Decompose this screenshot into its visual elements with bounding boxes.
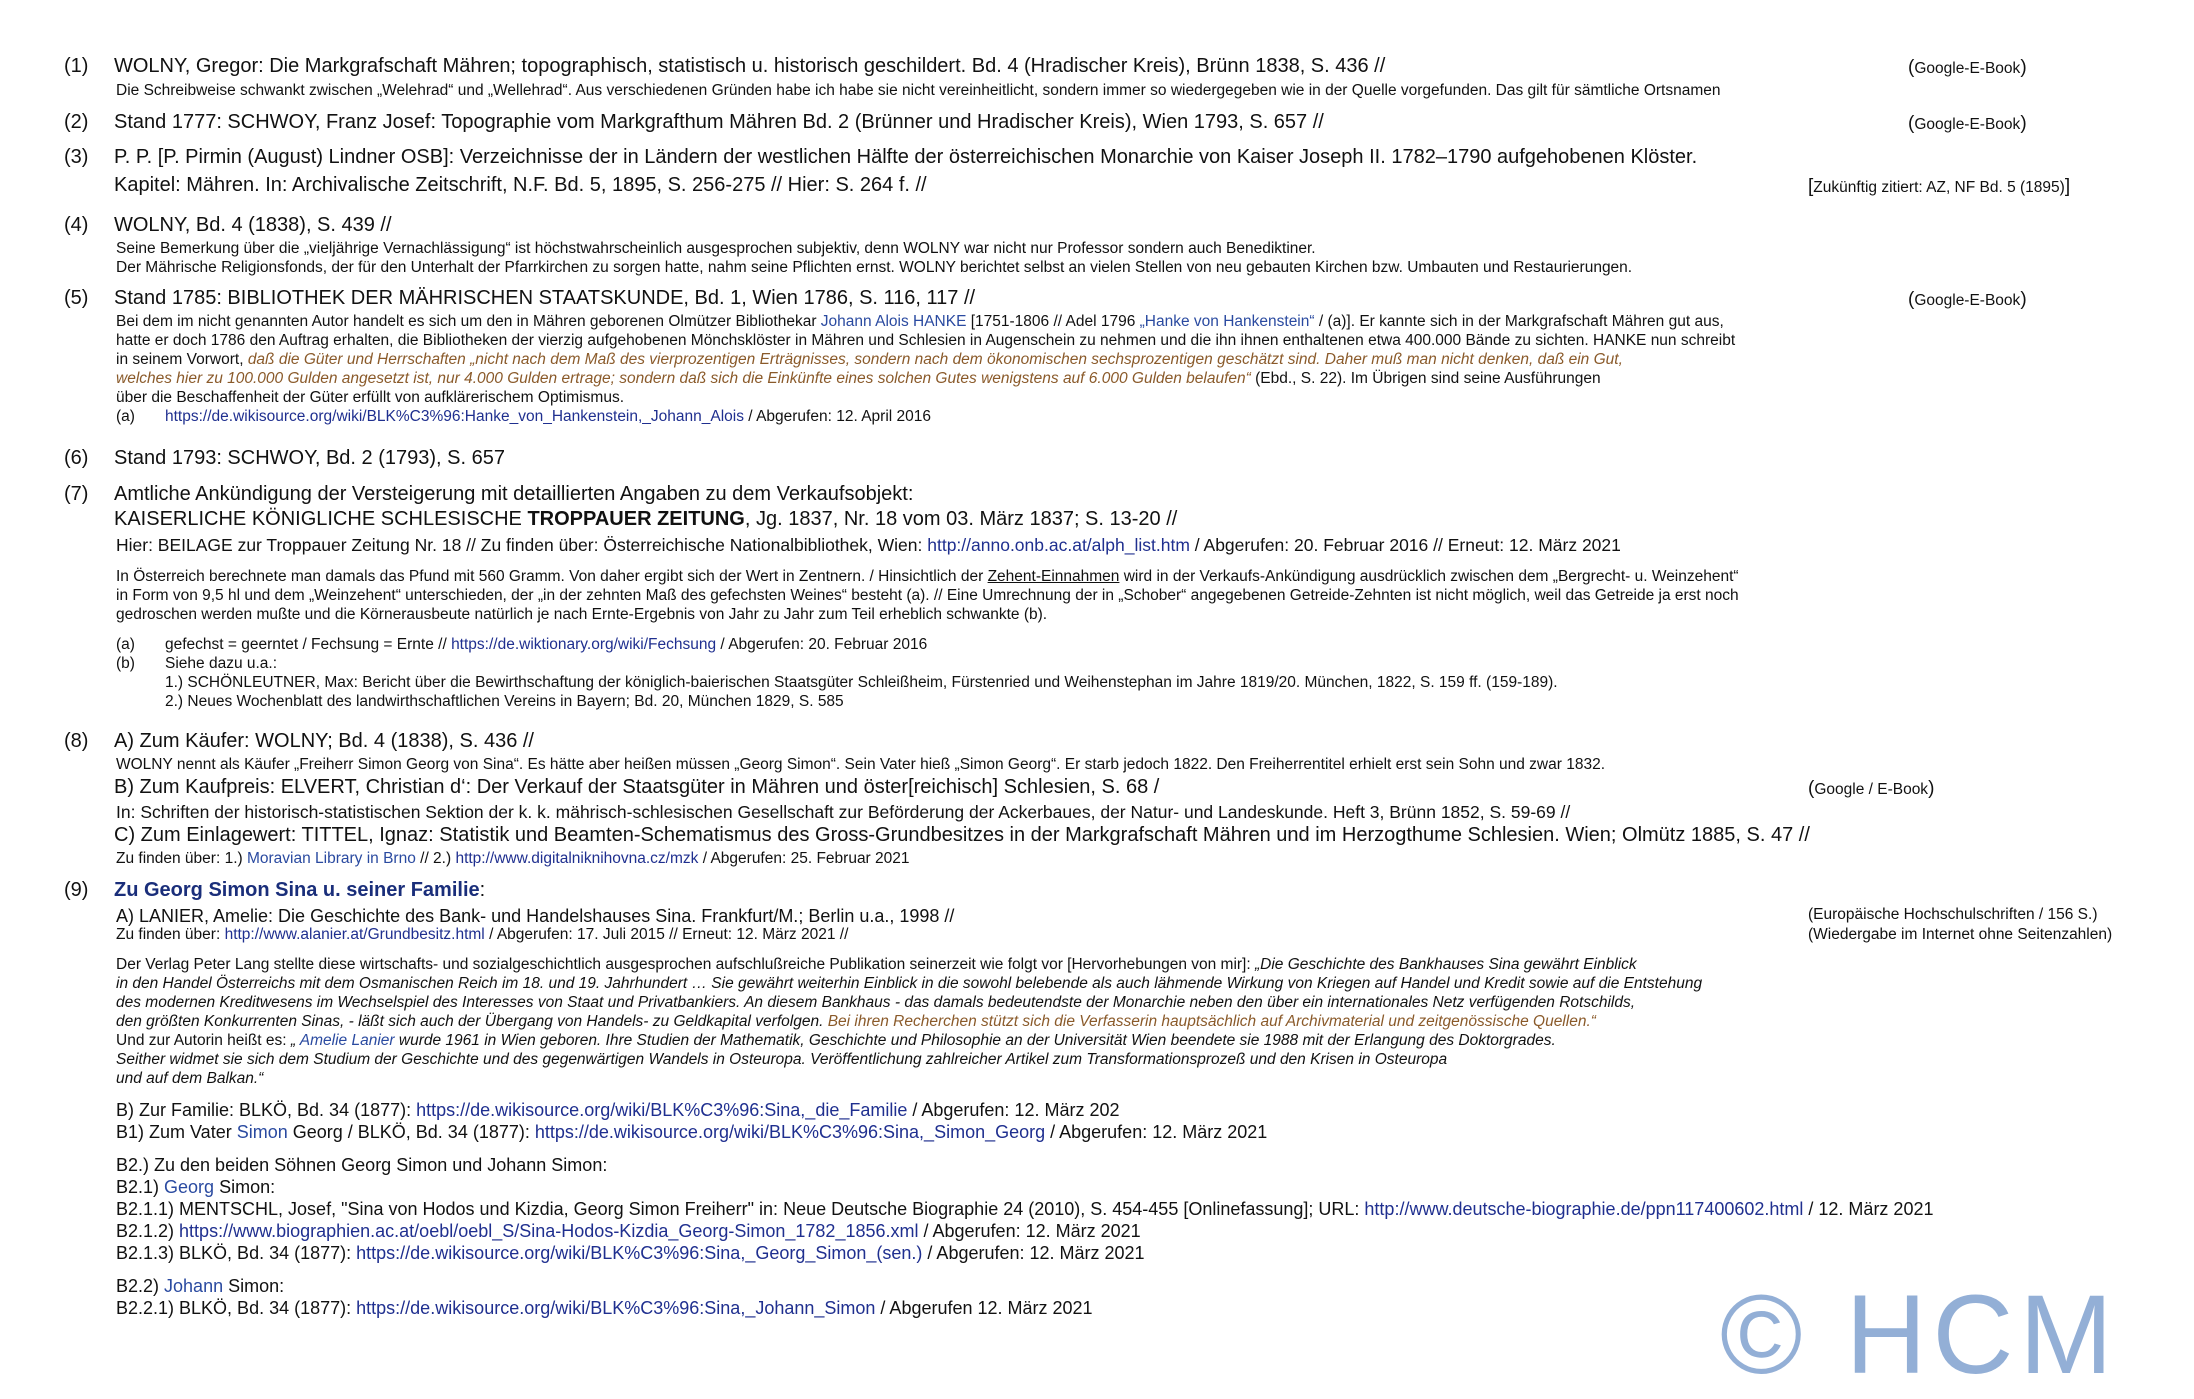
entry-number: (5) [64, 287, 89, 309]
quote-line: Und zur Autorin heißt es: „ Amelie Lanier wurde 1961 in Wien geboren. Ihre Studien der Mathematik, Geschichte und Philosophie an der Universität Wien beendete sie 1988 mit der Erlangung des Doktorgrades. [116, 1032, 1556, 1049]
citation-line: B2.1.1) MENTSCHL, Josef, "Sina von Hodos und Kizdia, Georg Simon Freiherr" in: Neue Deutsche Biographie 24 (2010), S. 454-455 [Onlinefassung]; URL: http://www.deutsche-biographie.de/ppn117400602.html / 12. März 2021 [116, 1199, 1934, 1219]
citation-note: über die Beschaffenheit der Güter erfüllt von aufklärerischem Optimismus. [116, 389, 625, 406]
entry-number: (3) [64, 146, 89, 168]
citation-title: WOLNY, Bd. 4 (1838), S. 439 // [114, 214, 392, 236]
citation-title-cont: KAISERLICHE KÖNIGLICHE SCHLESISCHE TROPPAUER ZEITUNG, Jg. 1837, Nr. 18 vom 03. März 1837; S. 13-20 // [114, 508, 1178, 530]
citation-line: B) Zur Familie: BLKÖ, Bd. 34 (1877): https://de.wikisource.org/wiki/BLK%C3%96:Sina,_die_Familie / Abgerufen: 12. März 202 [116, 1100, 1120, 1120]
citation-title: C) Zum Einlagewert: TITTEL, Ignaz: Statistik und Beamten-Schematismus des Gross-Grundbesitzes in der Markgrafschaft Mähren und im Herzogthume Schlesien. Wien; Olmütz 1885, S. 47 // [114, 824, 1810, 846]
citation-title: P. P. [P. Pirmin (August) Lindner OSB]: Verzeichnisse der in Ländern der westlichen Hälfte der österreichischen Monarchie von Kaiser Joseph II. 1782–1790 aufgehobenen Klöster. [114, 146, 1698, 168]
entry-number: (2) [64, 111, 89, 133]
citation-note: Seine Bemerkung über die „vieljährige Vernachlässigung“ ist höchstwahrscheinlich ausgesprochen subjektiv, denn WOLNY war nicht nur Professor sondern auch Benediktiner. [116, 240, 1316, 257]
entry-number: (4) [64, 214, 89, 236]
entry-number: (1) [64, 55, 89, 77]
person-name: Simon [236, 1122, 288, 1142]
citation-line: B2.1) Georg Simon: [116, 1177, 276, 1197]
footnote-label: (b) [116, 655, 135, 672]
person-name: Georg [164, 1177, 215, 1197]
reference-link[interactable]: https://de.wikisource.org/wiki/BLK%C3%96:Sina,_Simon_Georg [534, 1122, 1046, 1142]
quote-line: des modernen Kreditwesens im Wechselspiel des Interesses von Staat und Privatbankiers. An diesem Bankhaus - das damals bedeutendste der Monarchie neben den über ein internationales Netz verfügenden Rotschilds, [116, 994, 1636, 1011]
citation-note: Bei dem im nicht genannten Autor handelt es sich um den in Mähren geborenen Olmützer Bibliothekar Johann Alois HANKE [1751-1806 // Adel 1796 „Hanke von Hankenstein“ / (a)]. Er kannte sich in der Markgrafschaft Mähren gut aus, [116, 313, 1724, 330]
reference-link[interactable]: http://www.deutsche-biographie.de/ppn117400602.html [1364, 1199, 1804, 1219]
reference-link[interactable]: http://www.alanier.at/Grundbesitz.html [224, 926, 485, 943]
citation-title: Stand 1785: BIBLIOTHEK DER MÄHRISCHEN STAATSKUNDE, Bd. 1, Wien 1786, S. 116, 117 // [114, 287, 976, 309]
citation-line: B2.2) Johann Simon: [116, 1276, 285, 1296]
quote-line: in den Handel Österreichs mit dem Osmanischen Reich im 18. und 19. Jahrhundert … Sie gewährt weiterhin Einblick in die sowohl belebende als auch lähmende Wirkung von Kriegen auf Handel und Kredit sowie auf die Entstehung [116, 975, 1703, 992]
citation-note: Zu finden über: http://www.alanier.at/Grundbesitz.html / Abgerufen: 17. Juli 2015 // Erneut: 12. März 2021 // [116, 926, 849, 943]
footnote: https://de.wikisource.org/wiki/BLK%C3%96:Hanke_von_Hankenstein,_Johann_Alois / Abgerufen: 12. April 2016 [165, 408, 931, 425]
source-tag: (Google-E-Book) [1908, 57, 2027, 78]
person-name: Johann Alois HANKE [820, 313, 967, 330]
citation-title: Stand 1793: SCHWOY, Bd. 2 (1793), S. 657 [114, 447, 505, 469]
section-heading: Zu Georg Simon Sina u. seiner Familie: [114, 879, 486, 901]
source-tag: (Google / E-Book) [1808, 778, 1935, 799]
citation-note: WOLNY nennt als Käufer „Freiherr Simon Georg von Sina“. Es hätte aber heißen müssen „Georg Simon“. Sein Vater hieß „Simon Georg“. Er starb jedoch 1822. Den Freiherrentitel erhielt erst sein Sohn und zwar 1832. [116, 756, 1605, 773]
footnote: 2.) Neues Wochenblatt des landwirthschaftlichen Vereins in Bayern; Bd. 20, München 1829, S. 585 [165, 693, 844, 710]
citation-note: gedroschen werden mußte und die Körnerausbeute natürlich je nach Ernte-Ergebnis von Jahr zu Jahr zum Teil erheblich schwankte (b). [116, 606, 1048, 623]
person-name: „Hanke von Hankenstein“ [1139, 313, 1315, 330]
quote-line: Seither widmet sie sich dem Studium der Geschichte und des gegenwärtigen Wandels in Osteuropa. Veröffentlichung zahlreicher Artikel zum Transformationsprozeß und den Krisen in Osteuropa [116, 1051, 1448, 1068]
quote-line: und auf dem Balkan.“ [116, 1070, 264, 1087]
footnote: Siehe dazu u.a.: [165, 655, 278, 672]
citation-note: hatte er doch 1786 den Auftrag erhalten, die Bibliotheken der vierzig aufgehobenen Mönchsklöster in Mähren und Schlesien in Augenschein zu nehmen und die ihn ihnen enthaltenen etwa 400.000 Bände zu sichten. HANKE nun schreibt [116, 332, 1736, 349]
person-name: Johann [164, 1276, 224, 1296]
reference-link[interactable]: https://de.wikisource.org/wiki/BLK%C3%96:Sina,_die_Familie [416, 1100, 908, 1120]
copyright-watermark: © HCM [1720, 1272, 2119, 1397]
citation-note: welches hier zu 100.000 Gulden angesetzt ist, nur 4.000 Gulden ertrage; sondern daß sich die Einkünfte eines solchen Gutes wenigstens auf 6.000 Gulden belaufen“ (Ebd., S. 22). Im Übrigen sind seine Ausführungen [116, 370, 1601, 387]
citation-note: Der Mährische Religionsfonds, der für den Unterhalt der Pfarrkirchen zu sorgen hatte, nahm seine Pflichten ernst. WOLNY berichtet selbst an vielen Stellen von neu gebauten Kirchen bzw. Umbauten und Restaurierungen. [116, 259, 1633, 276]
reference-link[interactable]: https://de.wikisource.org/wiki/BLK%C3%96:Hanke_von_Hankenstein,_Johann_Alois [165, 408, 744, 425]
source-tag: (Google-E-Book) [1908, 113, 2027, 134]
citation-note: Die Schreibweise schwankt zwischen „Welehrad“ und „Wellehrad“. Aus verschiedenen Gründen habe ich habe sie nicht vereinheitlicht, sondern immer so wiedergegeben wie in der Quelle vorgefunden. Das gilt für sämtliche Ortsnamen [116, 82, 1721, 99]
reference-link[interactable]: https://www.biographien.ac.at/oebl/oebl_S/Sina-Hodos-Kizdia_Georg-Simon_1782_1856.xml [179, 1221, 919, 1241]
footnote-label: (a) [116, 636, 135, 653]
quote-line: Der Verlag Peter Lang stellte diese wirtschafts- und sozialgeschichtlich ausgesprochen aufschlußreiche Publikation seinerzeit wie folgt vor [Hervorhebungen von mir]: „Die Geschichte des Bankhauses Sina gewährt Einblick [116, 956, 1637, 973]
citation-title: Amtliche Ankündigung der Versteigerung mit detaillierten Angaben zu dem Verkaufsobjekt: [114, 483, 914, 505]
reference-link[interactable]: https://de.wikisource.org/wiki/BLK%C3%96:Sina,_Georg_Simon_(sen.) [356, 1243, 923, 1263]
source-tag: [Zukünftig zitiert: AZ, NF Bd. 5 (1895)] [1808, 176, 2071, 197]
reference-link[interactable]: http://www.digitalniknihovna.cz/mzk [455, 850, 699, 867]
footnote: gefechst = geerntet / Fechsung = Ernte // https://de.wiktionary.org/wiki/Fechsung / Abgerufen: 20. Februar 2016 [165, 636, 928, 653]
citation-line: B2.) Zu den beiden Söhnen Georg Simon und Johann Simon: [116, 1155, 608, 1175]
reference-link[interactable]: Moravian Library in Brno [246, 850, 416, 867]
quote-line: den größten Konkurrenten Sinas, - läßt sich auch der Übergang von Handels- zu Geldkapital verfolgen. Bei ihren Recherchen stützt sich die Verfasserin hauptsächlich auf Archivmaterial und zeitgenössische Quellen.“ [116, 1013, 1596, 1030]
entry-number: (7) [64, 483, 89, 505]
footnote: 1.) SCHÖNLEUTNER, Max: Bericht über die Bewirthschaftung der königlich-baierischen Staatsgüter Schleißheim, Fürstenried und Weihenstephan im Jahre 1819/20. München, 1822, S. 159 ff. (159-189). [165, 674, 1558, 691]
citation-note: In Österreich berechnete man damals das Pfund mit 560 Gramm. Von daher ergibt sich der Wert in Zentnern. / Hinsichtlich der Zehent-Einnahmen wird in der Verkaufs-Ankündigung ausdrücklich zwischen dem „Bergrecht- u. Weinzehent“ [116, 568, 1739, 585]
citation-title-cont: Kapitel: Mähren. In: Archivalische Zeitschrift, N.F. Bd. 5, 1895, S. 256-275 // Hier: S. 264 f. // [114, 174, 927, 196]
citation-line: B1) Zum Vater Simon Georg / BLKÖ, Bd. 34 (1877): https://de.wikisource.org/wiki/BLK%C3%96:Sina,_Simon_Georg / Abgerufen: 12. März 2021 [116, 1122, 1268, 1142]
entry-number: (8) [64, 730, 89, 752]
quote-text: welches hier zu 100.000 Gulden angesetzt ist, nur 4.000 Gulden ertrage; sondern daß sich die Einkünfte eines solchen Gutes wenigstens auf 6.000 Gulden belaufen“ [116, 370, 1251, 387]
person-name: Amelie Lanier [299, 1032, 395, 1049]
source-tag: (Wiedergabe im Internet ohne Seitenzahlen) [1808, 926, 2113, 943]
entry-number: (9) [64, 879, 89, 901]
citation-title: A) Zum Käufer: WOLNY; Bd. 4 (1838), S. 436 // [114, 730, 534, 752]
reference-link[interactable]: http://anno.onb.ac.at/alph_list.htm [927, 535, 1190, 555]
citation-line: B2.2.1) BLKÖ, Bd. 34 (1877): https://de.wikisource.org/wiki/BLK%C3%96:Sina,_Johann_Simon / Abgerufen 12. März 2021 [116, 1298, 1093, 1318]
citation-note: in Form von 9,5 hl und dem „Weinzehent“ unterschieden, der „in der zehnten Maß des gefechsten Weines“ besteht (a). // Eine Umrechnung der in „Schober“ angegebenen Getreide-Zehnten ist nicht möglich, weil das Getreide ja erst noch [116, 587, 1739, 604]
citation-note: In: Schriften der historisch-statistischen Sektion der k. k. mährisch-schlesischen Gesellschaft zur Beförderung der Ackerbaues, der Natur- und Landeskunde. Heft 3, Brünn 1852, S. 59-69 // [116, 802, 1571, 822]
entry-number: (6) [64, 447, 89, 469]
citation-title: A) LANIER, Amelie: Die Geschichte des Bank- und Handelshauses Sina. Frankfurt/M.; Berlin u.a., 1998 // [116, 906, 955, 926]
citation-line: B2.1.3) BLKÖ, Bd. 34 (1877): https://de.wikisource.org/wiki/BLK%C3%96:Sina,_Georg_Simon_(sen.) / Abgerufen: 12. März 2021 [116, 1243, 1145, 1263]
citation-note: Zu finden über: 1.) Moravian Library in Brno // 2.) http://www.digitalniknihovna.cz/mzk / Abgerufen: 25. Februar 2021 [116, 850, 910, 867]
quote-text: daß die Güter und Herrschaften „nicht nach dem Maß des vierprozentigen Erträgnisses, sondern nach dem ökonomischen sechsprozentigen geschätzt sind. Daher muß man nicht denken, daß ein Gut, [247, 351, 1623, 368]
source-tag: (Europäische Hochschulschriften / 156 S.) [1808, 906, 2098, 923]
citation-line: B2.1.2) https://www.biographien.ac.at/oebl/oebl_S/Sina-Hodos-Kizdia_Georg-Simon_1782_1856.xml / Abgerufen: 12. März 2021 [116, 1221, 1141, 1241]
footnote-label: (a) [116, 408, 135, 425]
reference-link[interactable]: https://de.wikisource.org/wiki/BLK%C3%96:Sina,_Johann_Simon [356, 1298, 876, 1318]
reference-link[interactable]: https://de.wiktionary.org/wiki/Fechsung [451, 636, 717, 653]
citation-title: B) Zum Kaufpreis: ELVERT, Christian d‘: Der Verkauf der Staatsgüter in Mähren und öster[reichisch] Schlesien, S. 68 / [114, 776, 1160, 798]
source-tag: (Google-E-Book) [1908, 289, 2027, 310]
citation-title: WOLNY, Gregor: Die Markgrafschaft Mähren; topographisch, statistisch u. historisch geschildert. Bd. 4 (Hradischer Kreis), Brünn 1838, S. 436 // [114, 55, 1386, 77]
citation-source: Hier: BEILAGE zur Troppauer Zeitung Nr. 18 // Zu finden über: Österreichische Nationalbibliothek, Wien: http://anno.onb.ac.at/alph_list.htm / Abgerufen: 20. Februar 2016 // Erneut: 12. März 2021 [116, 535, 1621, 555]
citation-note: in seinem Vorwort, daß die Güter und Herrschaften „nicht nach dem Maß des vierprozentigen Erträgnisses, sondern nach dem ökonomischen sechsprozentigen geschätzt sind. Daher muß man nicht denken, daß ein Gut, [116, 351, 1623, 368]
citation-title: Stand 1777: SCHWOY, Franz Josef: Topographie vom Markgrafthum Mähren Bd. 2 (Brünner und Hradischer Kreis), Wien 1793, S. 657 // [114, 111, 1324, 133]
